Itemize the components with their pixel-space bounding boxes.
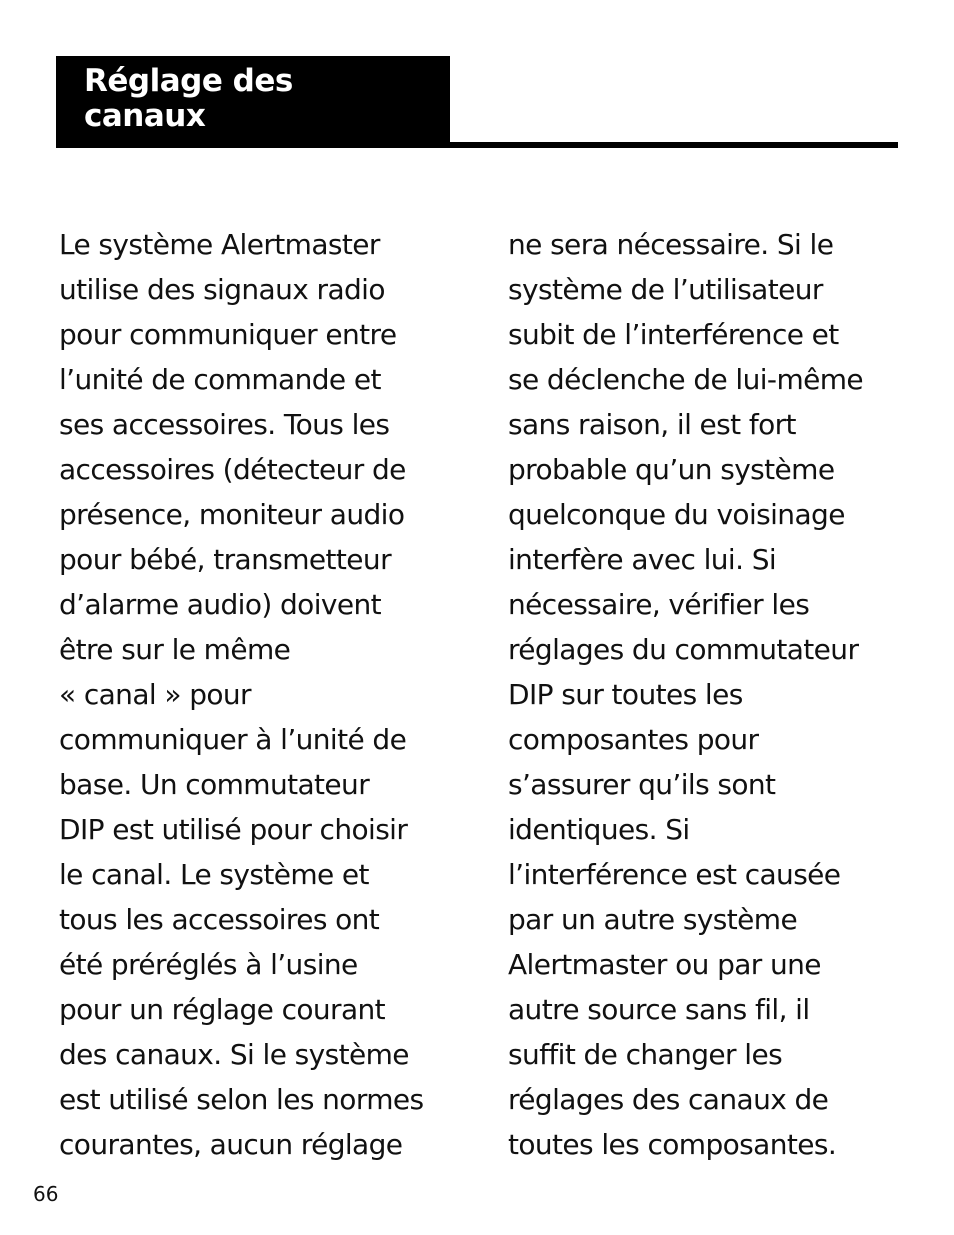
text-line: des canaux. Si le système bbox=[59, 1038, 409, 1071]
text-line: « canal » pour bbox=[59, 678, 251, 711]
text-line: pour bébé, transmetteur bbox=[59, 543, 391, 576]
text-line: DIP sur toutes les bbox=[508, 678, 743, 711]
text-line: Alertmaster ou par une bbox=[508, 948, 821, 981]
text-line: été préréglés à l’usine bbox=[59, 948, 358, 981]
header-rule bbox=[450, 142, 898, 148]
text-line: le canal. Le système et bbox=[59, 858, 369, 891]
section-title-line-1: Réglage des bbox=[84, 63, 293, 99]
text-line: est utilisé selon les normes bbox=[59, 1083, 424, 1116]
text-line: utilise des signaux radio bbox=[59, 273, 385, 306]
text-line: d’alarme audio) doivent bbox=[59, 588, 382, 621]
text-line: base. Un commutateur bbox=[59, 768, 370, 801]
text-line: courantes, aucun réglage bbox=[59, 1128, 403, 1161]
text-line: ses accessoires. Tous les bbox=[59, 408, 390, 441]
text-line: l’unité de commande et bbox=[59, 363, 381, 396]
text-line: communiquer à l’unité de bbox=[59, 723, 407, 756]
text-line: autre source sans fil, il bbox=[508, 993, 810, 1026]
text-line: présence, moniteur audio bbox=[59, 498, 405, 531]
section-header bbox=[56, 56, 450, 148]
text-line: système de l’utilisateur bbox=[508, 273, 823, 306]
text-line: s’assurer qu’ils sont bbox=[508, 768, 776, 801]
text-line: réglages du commutateur bbox=[508, 633, 859, 666]
text-line: ne sera nécessaire. Si le bbox=[508, 228, 834, 261]
text-line: subit de l’interférence et bbox=[508, 318, 839, 351]
text-line: quelconque du voisinage bbox=[508, 498, 845, 531]
section-title-line-2: canaux bbox=[84, 98, 206, 134]
text-line: toutes les composantes. bbox=[508, 1128, 837, 1161]
page-number: 66 bbox=[33, 1182, 59, 1206]
section-title bbox=[84, 64, 293, 134]
text-line: l’interférence est causée bbox=[508, 858, 841, 891]
text-line: se déclenche de lui-même bbox=[508, 363, 864, 396]
text-line: par un autre système bbox=[508, 903, 798, 936]
text-line: DIP est utilisé pour choisir bbox=[59, 813, 408, 846]
text-line: identiques. Si bbox=[508, 813, 690, 846]
text-line: suffit de changer les bbox=[508, 1038, 783, 1071]
text-line: être sur le même bbox=[59, 633, 291, 666]
text-line: nécessaire, vérifier les bbox=[508, 588, 810, 621]
text-line: composantes pour bbox=[508, 723, 759, 756]
text-line: interfère avec lui. Si bbox=[508, 543, 777, 576]
text-line: pour un réglage courant bbox=[59, 993, 386, 1026]
text-line: sans raison, il est fort bbox=[508, 408, 796, 441]
text-line: accessoires (détecteur de bbox=[59, 453, 406, 486]
body-column-right bbox=[508, 222, 863, 1167]
body-column-left bbox=[59, 222, 424, 1167]
text-line: probable qu’un système bbox=[508, 453, 835, 486]
text-line: pour communiquer entre bbox=[59, 318, 397, 351]
text-line: tous les accessoires ont bbox=[59, 903, 380, 936]
text-line: réglages des canaux de bbox=[508, 1083, 829, 1116]
text-line: Le système Alertmaster bbox=[59, 228, 380, 261]
